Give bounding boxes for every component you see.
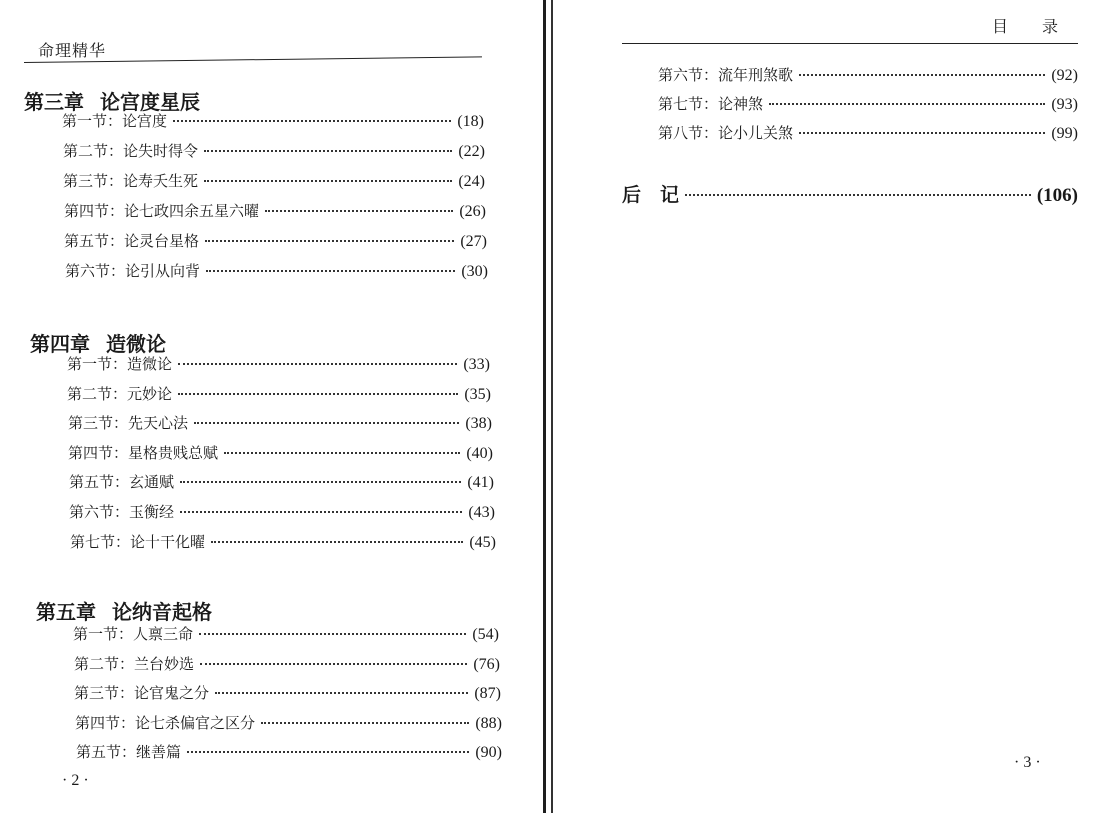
- page-number-footer: · 2 ·: [62, 772, 89, 789]
- book-spine-edge: [551, 0, 553, 813]
- toc-page-number: (93): [1051, 96, 1078, 113]
- toc-entry[interactable]: [64, 200, 486, 221]
- dot-leader: [173, 120, 451, 122]
- toc-page-number: (87): [474, 685, 501, 702]
- book-spine-shadow: [543, 0, 546, 813]
- running-header-char: 录: [1042, 17, 1059, 36]
- dot-leader: [769, 103, 1045, 105]
- toc-page-number: (40): [466, 445, 493, 462]
- toc-page-number: (26): [459, 203, 486, 220]
- toc-page-number: (43): [468, 504, 495, 521]
- toc-entry-label: 第八节：论小儿关煞: [658, 124, 794, 142]
- toc-entry-label: 第六节：论引从向背: [65, 262, 201, 280]
- dot-leader: [180, 481, 461, 483]
- header-rule: [622, 43, 1078, 44]
- dot-leader: [187, 751, 469, 753]
- toc-entry[interactable]: [658, 122, 1078, 143]
- dot-leader: [204, 180, 452, 182]
- running-header: 命理精华: [38, 41, 107, 60]
- running-header: [992, 14, 1058, 37]
- dot-leader: [205, 240, 454, 242]
- running-header-char: 目: [992, 17, 1009, 36]
- dot-leader: [194, 422, 459, 424]
- toc-entry-label: 第一节：论宫度: [62, 112, 168, 130]
- toc-entry[interactable]: [658, 64, 1078, 85]
- toc-entry-label: 第七节：论神煞: [658, 95, 764, 113]
- right-page: [556, 0, 1108, 813]
- toc-page-number: (90): [475, 744, 502, 761]
- toc-entry[interactable]: [68, 442, 493, 463]
- toc-entry-label: 第四节：星格贵贱总赋: [68, 444, 219, 462]
- toc-entry[interactable]: [68, 412, 492, 433]
- toc-page-number: (22): [458, 143, 485, 160]
- toc-entry-label: 第四节：论七杀偏官之区分: [75, 714, 256, 732]
- toc-page-number: (41): [467, 474, 494, 491]
- left-page: [0, 0, 540, 813]
- toc-entry-label: 第五节：玄通赋: [69, 473, 175, 491]
- dot-leader: [206, 270, 455, 272]
- toc-entry[interactable]: [70, 531, 496, 552]
- toc-page-number: (38): [465, 415, 492, 432]
- toc-entry-label: 第三节：论官鬼之分: [74, 684, 210, 702]
- chapter-title: 论宫度星辰: [100, 90, 200, 114]
- toc-entry-label: 第五节：继善篇: [76, 743, 182, 761]
- toc-page-number: (54): [472, 626, 499, 643]
- toc-entry[interactable]: [76, 741, 502, 762]
- toc-entry[interactable]: [67, 353, 490, 374]
- toc-entry-label: 第二节：论失时得令: [63, 142, 199, 160]
- chapter-title: 论纳音起格: [112, 600, 212, 624]
- toc-entry-label: 第四节：论七政四余五星六曜: [64, 202, 260, 220]
- chapter-number: 第四章: [30, 332, 90, 356]
- dot-leader: [799, 74, 1045, 76]
- toc-page-number: (35): [464, 386, 491, 403]
- dot-leader: [261, 722, 469, 724]
- toc-entry-label: 第三节：论寿夭生死: [63, 172, 199, 190]
- toc-entry-label: 第一节：造微论: [67, 355, 173, 373]
- toc-entry[interactable]: [73, 623, 499, 644]
- dot-leader: [685, 194, 1031, 196]
- toc-entry[interactable]: [74, 682, 501, 703]
- toc-entry[interactable]: [67, 383, 491, 404]
- toc-page-number: (106): [1036, 185, 1078, 206]
- chapter-title: 造微论: [106, 332, 166, 356]
- toc-entry[interactable]: [63, 140, 485, 161]
- toc-page-number: (18): [457, 113, 484, 130]
- toc-entry-label: 后 记: [622, 184, 680, 206]
- toc-entry[interactable]: [74, 653, 500, 674]
- toc-page-number: (30): [461, 263, 488, 280]
- toc-entry[interactable]: [75, 712, 502, 733]
- dot-leader: [215, 692, 468, 694]
- dot-leader: [265, 210, 453, 212]
- toc-entry[interactable]: [69, 501, 495, 522]
- dot-leader: [224, 452, 460, 454]
- toc-entry-label: 第五节：论灵台星格: [64, 232, 200, 250]
- toc-entry-label: 第一节：人禀三命: [73, 625, 194, 643]
- dot-leader: [199, 633, 466, 635]
- chapter-heading: [36, 596, 212, 625]
- toc-entry[interactable]: [69, 471, 494, 492]
- dot-leader: [211, 541, 463, 543]
- toc-page-number: (24): [458, 173, 485, 190]
- toc-entry[interactable]: [63, 170, 485, 191]
- dot-leader: [178, 393, 458, 395]
- dot-leader: [180, 511, 462, 513]
- toc-entry[interactable]: [65, 260, 488, 281]
- toc-page-number: (88): [475, 715, 502, 732]
- dot-leader: [799, 132, 1045, 134]
- dot-leader: [204, 150, 452, 152]
- toc-page-number: (45): [469, 534, 496, 551]
- toc-page-number: (99): [1051, 125, 1078, 142]
- toc-entry-label: 第七节：论十干化曜: [70, 533, 206, 551]
- toc-page-number: (33): [463, 356, 490, 373]
- chapter-number: 第三章: [24, 90, 84, 114]
- dot-leader: [178, 363, 457, 365]
- toc-entry-label: 第六节：玉衡经: [69, 503, 175, 521]
- toc-page-number: (76): [473, 656, 500, 673]
- toc-entry-label: 第二节：元妙论: [67, 385, 173, 403]
- toc-entry[interactable]: [62, 110, 484, 131]
- toc-entry-label: 第二节：兰台妙选: [74, 655, 195, 673]
- toc-entry[interactable]: [658, 93, 1078, 114]
- toc-page-number: (92): [1051, 67, 1078, 84]
- toc-page-number: (27): [460, 233, 487, 250]
- toc-entry-label: 第六节：流年刑煞歌: [658, 66, 794, 84]
- toc-entry[interactable]: [64, 230, 487, 251]
- toc-entry-afterword[interactable]: [622, 180, 1078, 207]
- page-number-footer: · 3 ·: [1014, 754, 1041, 771]
- chapter-number: 第五章: [36, 600, 96, 624]
- toc-entry-label: 第三节：先天心法: [68, 414, 189, 432]
- dot-leader: [200, 663, 467, 665]
